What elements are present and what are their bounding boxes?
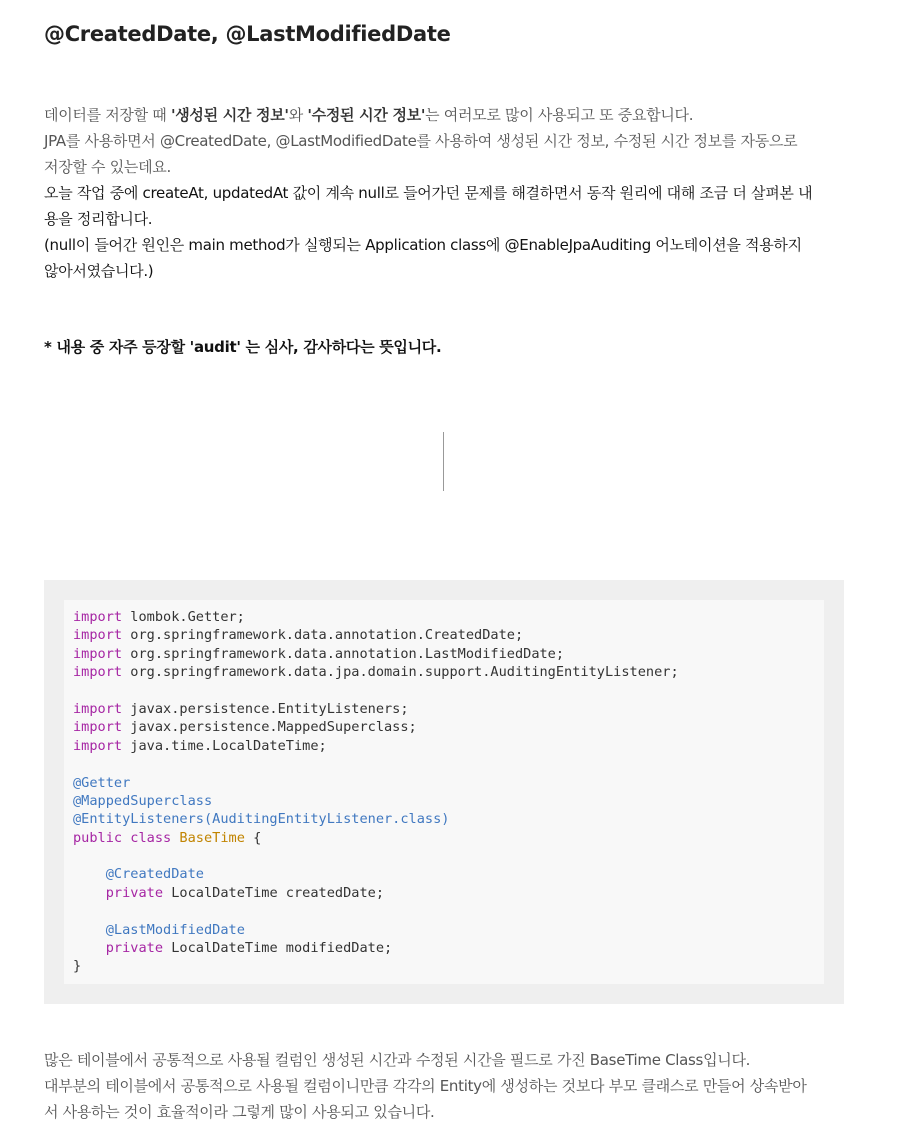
code-block <box>44 580 844 1004</box>
text-span: 데이터를 저장할 때 <box>44 106 171 124</box>
vertical-divider <box>443 432 444 491</box>
code-text: LocalDateTime createdDate; <box>163 884 385 901</box>
code-line <box>73 700 815 718</box>
post-title: @CreatedDate, @LastModifiedDate <box>44 22 451 46</box>
code-line <box>73 792 815 810</box>
code-line <box>73 884 815 902</box>
keyword: class <box>130 829 172 846</box>
code-line <box>73 957 815 975</box>
intro-line: 오늘 작업 중에 createAt, updatedAt 값이 계속 null로 들어가던 문제를 해결하면서 동작 원리에 대해 조금 더 살펴본 내 <box>44 184 813 202</box>
intro-line <box>44 102 844 128</box>
keyword: import <box>73 609 123 625</box>
keyword: private <box>105 884 164 901</box>
code-line <box>73 663 815 681</box>
code-line <box>73 718 815 736</box>
code-text: javax.persistence.MappedSuperclass; <box>122 719 417 736</box>
keyword: import <box>73 627 123 644</box>
annotation: @CreatedDate <box>105 866 204 883</box>
annotation: @LastModifiedDate <box>105 921 245 938</box>
intro-line: JPA를 사용하면서 @CreatedDate, @LastModifiedDate를 사용하여 생성된 시간 정보, 수정된 시간 정보를 자동으로 <box>44 132 798 150</box>
code-blank-line <box>73 682 815 700</box>
annotation: @EntityListeners(AuditingEntityListener.class) <box>73 811 450 828</box>
outro-line: 많은 테이블에서 공통적으로 사용될 컬럼인 생성된 시간과 수정된 시간을 필드로 가진 BaseTime Class입니다. <box>44 1051 751 1069</box>
code-text: } <box>73 958 82 975</box>
code-line <box>73 645 815 663</box>
keyword: import <box>73 645 123 662</box>
text-span: 와 <box>288 106 308 124</box>
class-name: BaseTime <box>179 829 245 846</box>
keyword: public <box>73 829 123 846</box>
code-text: javax.persistence.EntityListeners; <box>122 700 409 717</box>
keyword: import <box>73 719 123 736</box>
code-blank-line <box>73 902 815 920</box>
outro-line: 대부분의 테이블에서 공통적으로 사용될 컬럼이니만큼 각각의 Entity에 생성하는 것보다 부모 클래스로 만들어 상속받아 <box>44 1077 807 1095</box>
annotation: @Getter <box>73 774 131 791</box>
keyword: private <box>105 940 164 957</box>
code-line <box>73 774 815 792</box>
intro-paragraph <box>44 102 844 284</box>
code-line <box>73 865 815 883</box>
outro-line: 서 사용하는 것이 효율적이라 그렇게 많이 사용되고 있습니다. <box>44 1103 435 1121</box>
annotation: @MappedSuperclass <box>73 792 213 809</box>
code-blank-line <box>73 755 815 773</box>
intro-line: 용을 정리합니다. <box>44 210 153 228</box>
code-text: LocalDateTime modifiedDate; <box>163 940 393 957</box>
intro-line: 저장할 수 있는데요. <box>44 158 171 176</box>
code-blank-line <box>73 847 815 865</box>
code-line <box>73 939 815 957</box>
code-line <box>73 829 815 847</box>
code-line <box>73 921 815 939</box>
code-text: org.springframework.data.annotation.LastModifiedDate; <box>122 645 565 662</box>
code-line <box>73 608 815 626</box>
code-text: java.time.LocalDateTime; <box>122 737 327 754</box>
text-span: 는 여러모로 많이 사용되고 또 중요합니다. <box>425 106 694 124</box>
keyword: import <box>73 700 123 717</box>
intro-line: (null이 들어간 원인은 main method가 실행되는 Application class에 @EnableJpaAuditing 어노테이션을 적용하지 <box>44 236 802 254</box>
intro-line: 않아서였습니다.) <box>44 262 154 280</box>
code-line <box>73 626 815 644</box>
code-text: org.springframework.data.annotation.CreatedDate; <box>122 627 524 644</box>
bold-text: '생성된 시간 정보' <box>170 106 289 124</box>
keyword: import <box>73 737 123 754</box>
outro-paragraph <box>44 1047 844 1125</box>
code-line <box>73 810 815 828</box>
code-text: { <box>244 829 262 846</box>
audit-note: * 내용 중 자주 등장할 'audit' 는 심사, 감사하다는 뜻입니다. <box>44 338 442 356</box>
code-line <box>73 737 815 755</box>
keyword: import <box>73 664 123 681</box>
code-content[interactable] <box>64 600 824 984</box>
code-text: org.springframework.data.jpa.domain.support.AuditingEntityListener; <box>122 664 679 681</box>
bold-text: '수정된 시간 정보' <box>307 106 426 124</box>
code-text: lombok.Getter; <box>122 609 245 625</box>
